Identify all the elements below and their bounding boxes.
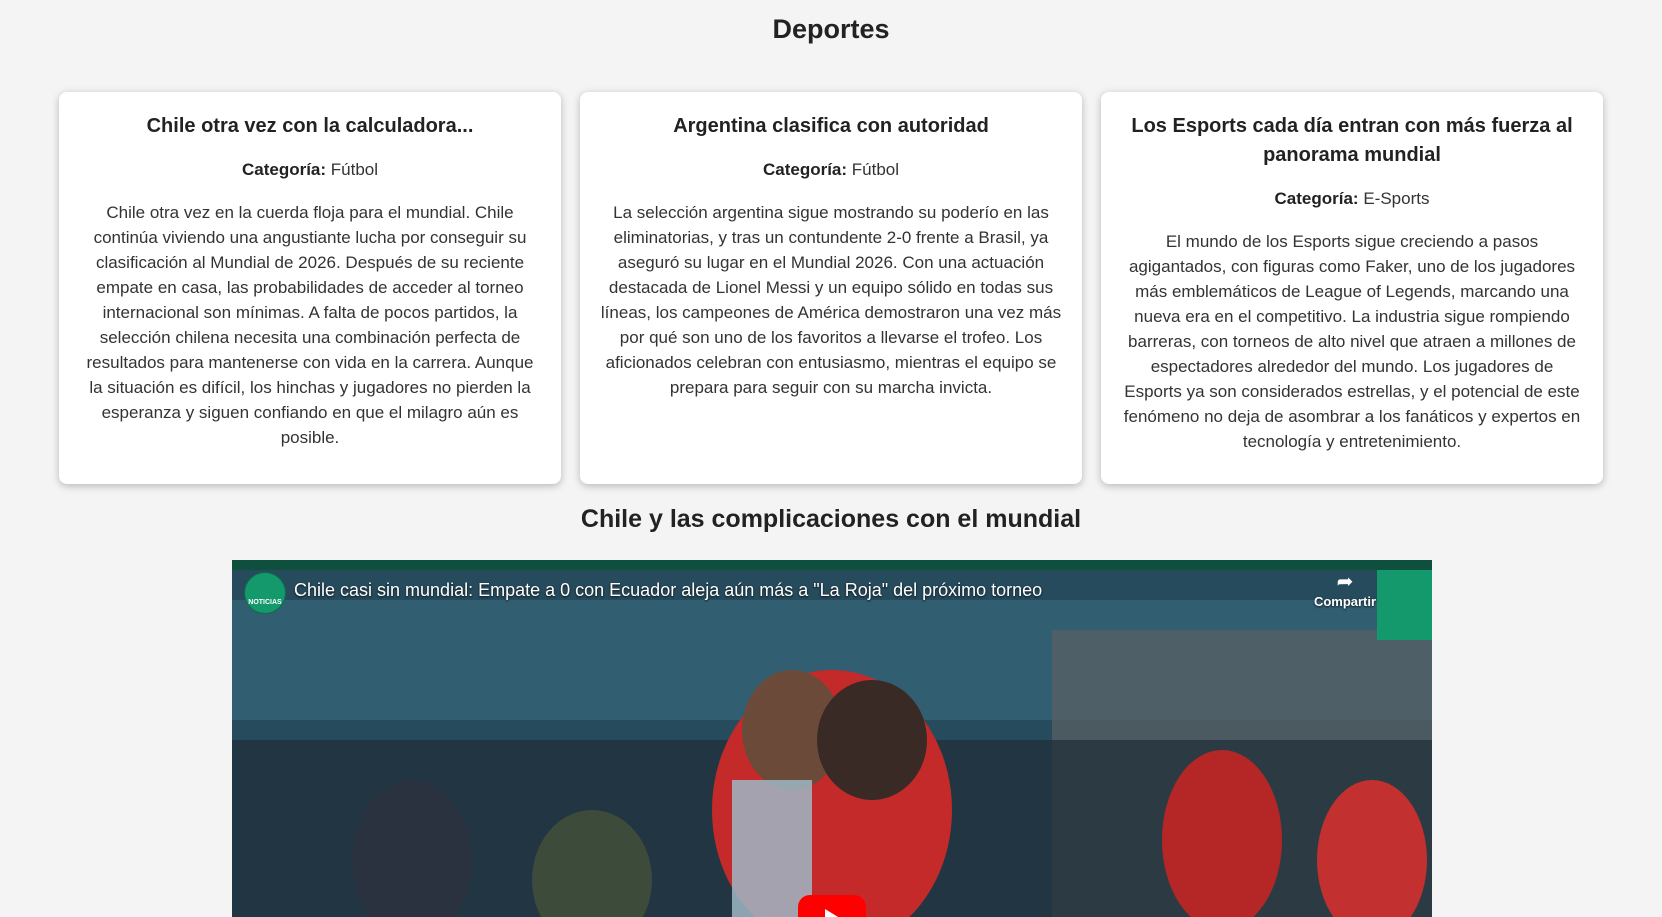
video-thumbnail: [232, 560, 1432, 917]
news-card: [580, 92, 1082, 484]
share-icon: ➦: [1336, 571, 1354, 593]
share-button[interactable]: [1310, 572, 1380, 612]
card-title: Argentina clasifica con autoridad: [673, 115, 989, 137]
video-top-bar: [232, 560, 1432, 570]
category-label: Categoría:: [241, 160, 327, 179]
category-value: E-Sports: [1363, 189, 1430, 208]
share-label: Compartir: [1313, 594, 1377, 609]
card-category: [600, 158, 1062, 182]
brand-watermark: [1377, 570, 1432, 640]
news-card: [59, 92, 561, 484]
news-cards: [59, 92, 1603, 484]
video-title-link[interactable]: Chile casi sin mundial: Empate a 0 con Ecuador aleja aún más a "La Roja" del próximo torneo: [294, 580, 1043, 600]
news-card: [1101, 92, 1603, 484]
card-category: [79, 158, 541, 182]
category-label: Categoría:: [762, 160, 848, 179]
play-button[interactable]: [798, 895, 866, 917]
category-value: Fútbol: [330, 160, 379, 179]
card-description: La selección argentina sigue mostrando su poderío en las eliminatorias, y tras un contundente 2-0 frente a Brasil, ya aseguró su lugar en el Mundial 2026. Con una actuación destacada de Lionel Messi y un equipo sólido en todas sus líneas, los campeones de América demostraron una vez más por qué son uno de los favoritos a llevarse el trofeo. Los aficionados celebran con entusiasmo, mientras el equipo se prepara para seguir con su marcha invicta.: [600, 203, 1062, 397]
section-title: Deportes: [772, 14, 890, 44]
category-value: Fútbol: [851, 160, 900, 179]
card-category: [1121, 187, 1583, 211]
card-description: El mundo de los Esports sigue creciendo a pasos agigantados, con figuras como Faker, uno de los jugadores más emblemáticos de League of Legends, marcando una nueva era en el competitivo. La industria sigue rompiendo barreras, con torneos de alto nivel que atraen a millones de espectadores alrededor del mundo. Los jugadores de Esports ya son considerados estrellas, y el potencial de este fenómeno no deja de asombrar a los fanáticos y expertos en tecnología y entretenimiento.: [1123, 232, 1581, 451]
video-section-title: Chile y las complicaciones con el mundial: [580, 505, 1082, 533]
card-description: Chile otra vez en la cuerda floja para el mundial. Chile continúa viviendo una angustiante lucha por conseguir su clasificación al Mundial de 2026. Después de su reciente empate en casa, las probabilidades de acceder al torneo internacional son mínimas. A falta de pocos partidos, la selección chilena necesita una combinación perfecta de resultados para mantenerse con vida en la carrera. Aunque la situación es difícil, los hinchas y jugadores no pierden la esperanza y siguen confiando en que el milagro aún es posible.: [86, 203, 534, 447]
youtube-video-player[interactable]: [232, 560, 1432, 917]
channel-logo[interactable]: NOTICIAS: [244, 572, 286, 614]
card-title: Chile otra vez con la calculadora...: [146, 115, 474, 137]
category-label: Categoría:: [1274, 189, 1359, 208]
card-title: Los Esports cada día entran con más fuerza al panorama mundial: [1131, 115, 1573, 166]
